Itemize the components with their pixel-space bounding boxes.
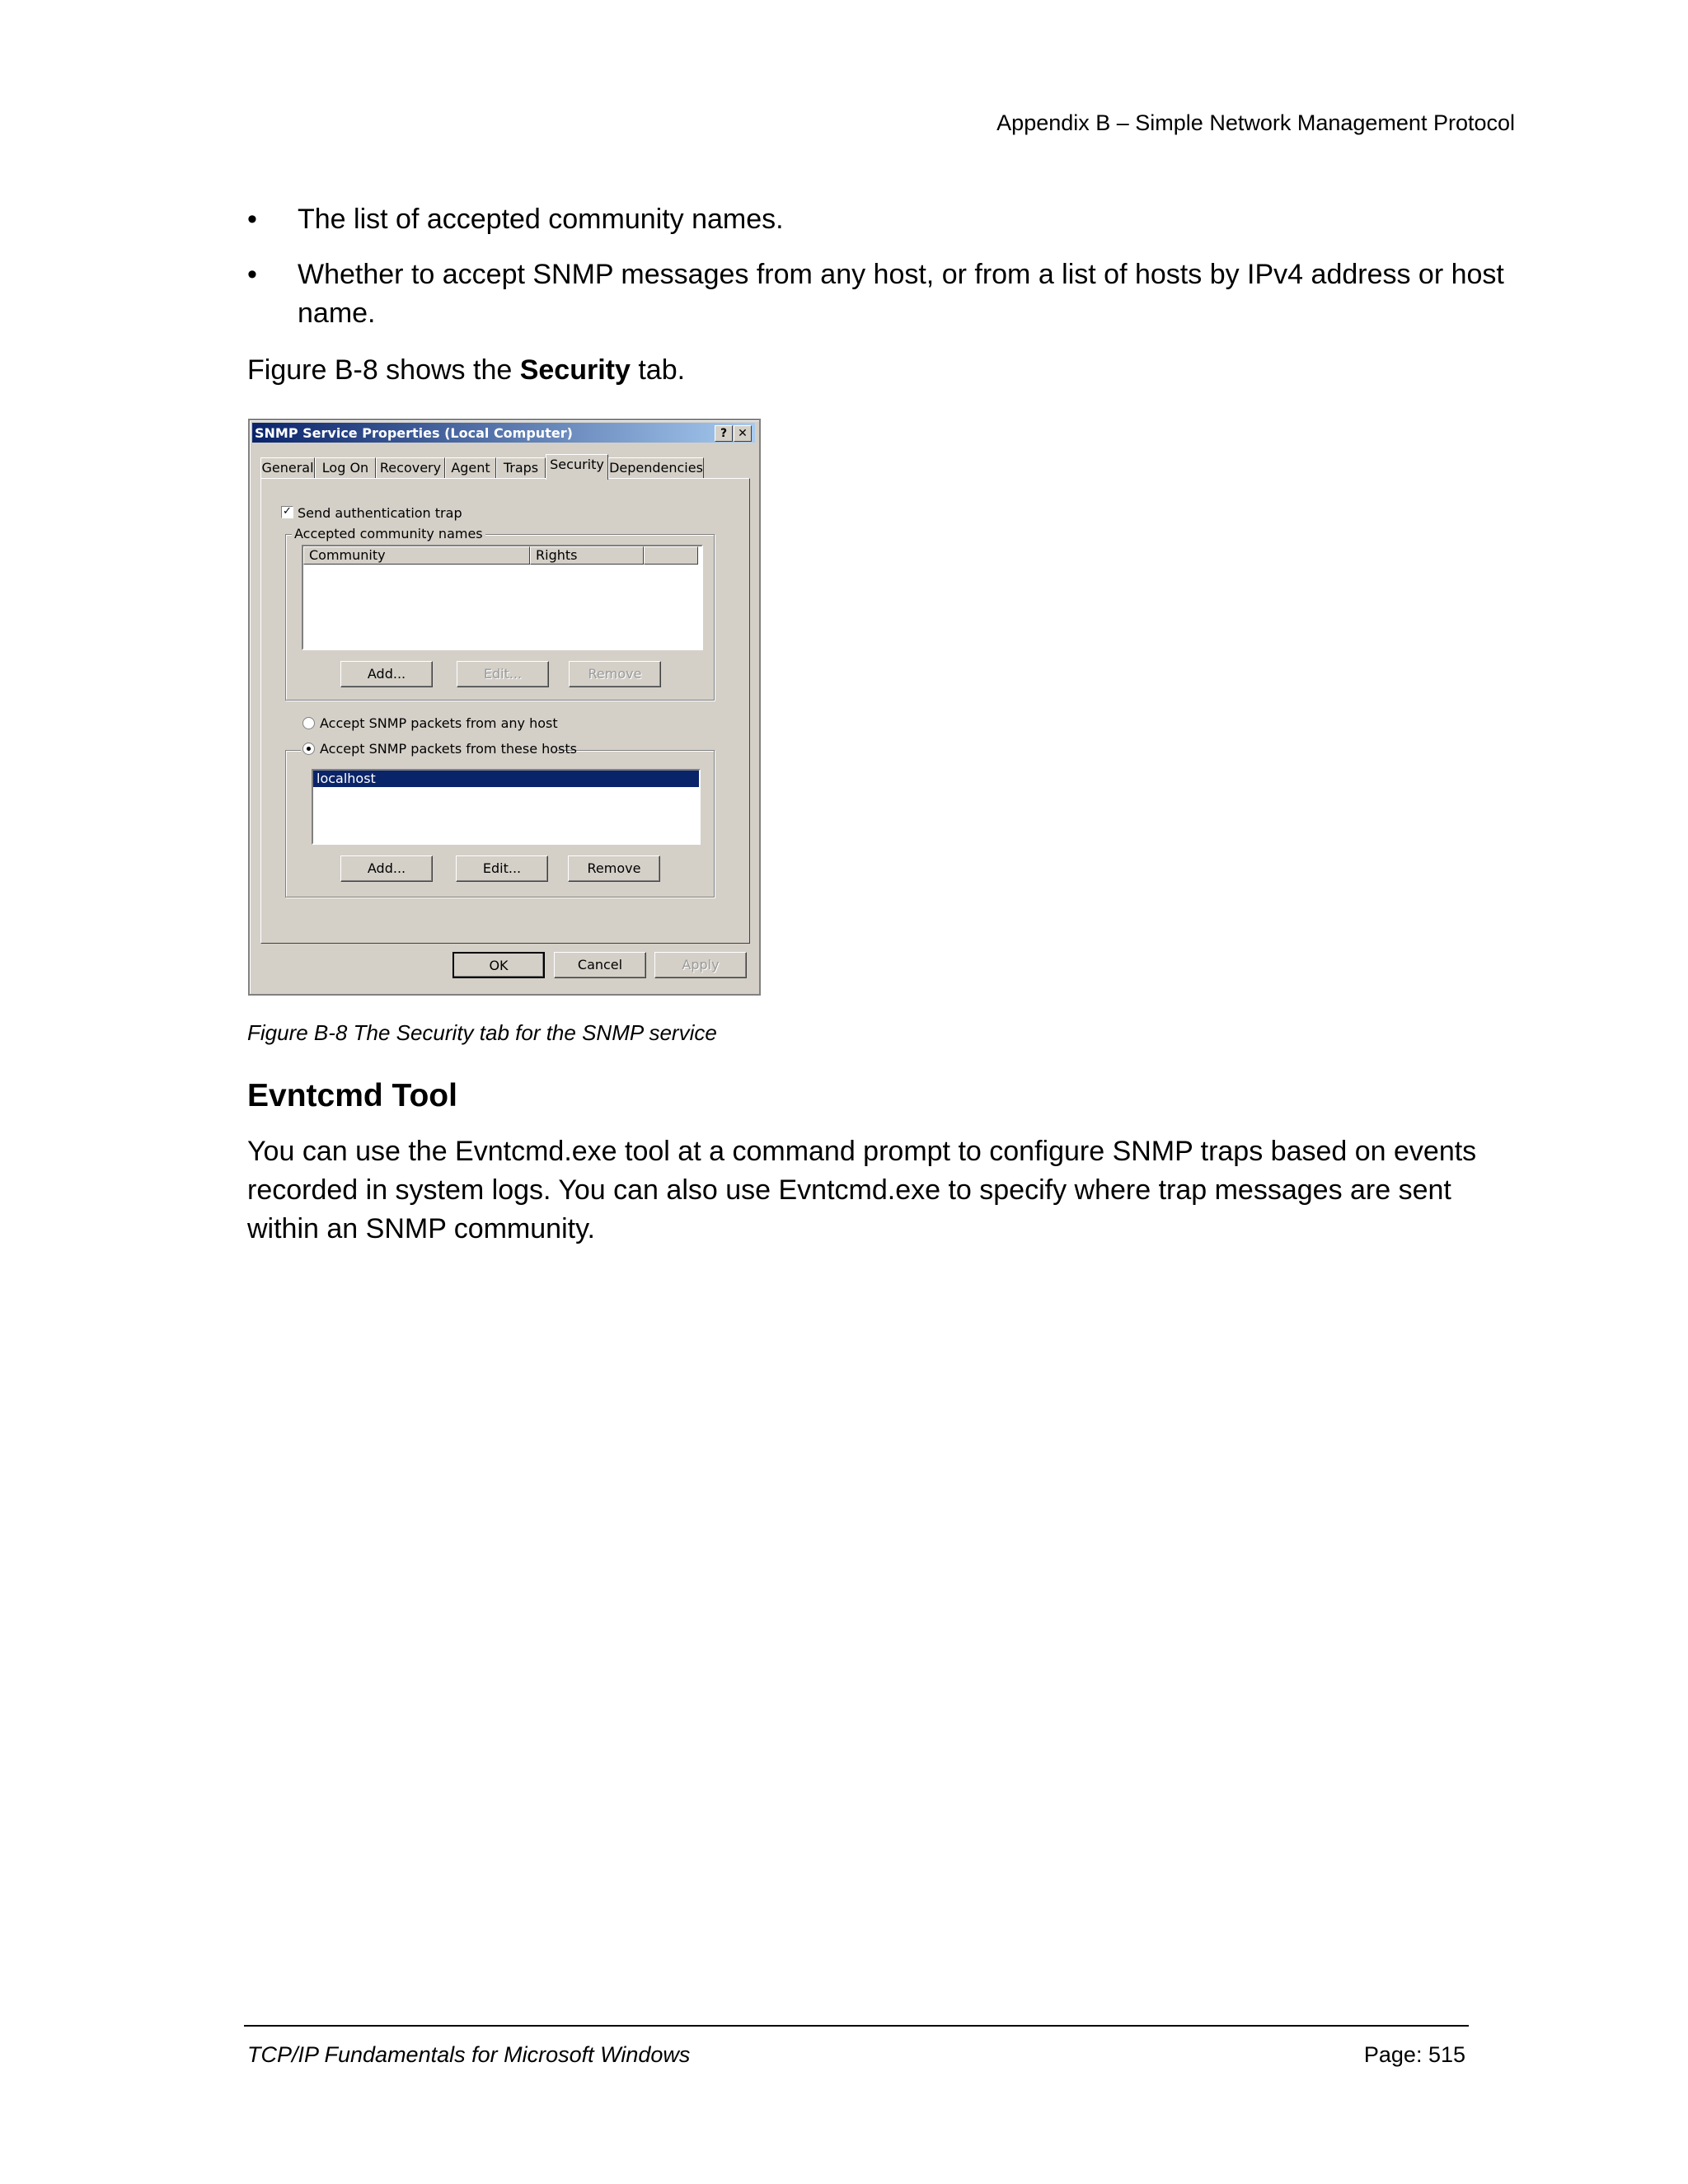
bullet-text: The list of accepted community names. (298, 204, 784, 235)
bullet-marker: • (247, 204, 257, 235)
tab-general[interactable]: General (260, 457, 315, 479)
community-group-legend: Accepted community names (292, 526, 485, 541)
hosts-add-button[interactable]: Add... (340, 855, 433, 882)
ok-button[interactable]: OK (452, 952, 545, 978)
intro-bold-term: Security (519, 354, 631, 386)
security-tab-panel (260, 478, 750, 944)
bullet-item (247, 200, 1533, 239)
running-header: Appendix B – Simple Network Management Protocol (996, 110, 1515, 135)
send-auth-trap-checkbox[interactable]: ✓ (281, 506, 293, 518)
cancel-button[interactable]: Cancel (554, 952, 646, 978)
host-list-item[interactable]: localhost (313, 771, 699, 787)
apply-button[interactable]: Apply (654, 952, 747, 978)
tab-log-on[interactable]: Log On (315, 457, 376, 479)
bullet-marker: • (247, 259, 257, 290)
column-header-community[interactable]: Community (303, 546, 530, 565)
dialog-titlebar (252, 423, 755, 443)
community-edit-button[interactable]: Edit... (457, 661, 549, 687)
section-paragraph: You can use the Evntcmd.exe tool at a command prompt to configure SNMP traps based on events recorded in system logs. You can also use Evntcmd.exe to specify where trap messages are sent within an SNMP community. (247, 1136, 1477, 1244)
help-button[interactable]: ? (715, 425, 733, 442)
any-host-radio[interactable] (302, 717, 315, 729)
community-remove-button[interactable]: Remove (569, 661, 661, 687)
dialog-title: SNMP Service Properties (Local Computer) (255, 425, 573, 441)
send-auth-trap-label: Send authentication trap (298, 505, 462, 521)
host-list[interactable] (312, 769, 701, 845)
tab-agent[interactable]: Agent (445, 457, 496, 479)
tab-traps[interactable]: Traps (496, 457, 546, 479)
column-header-rights[interactable]: Rights (530, 546, 644, 565)
footer-book-title: TCP/IP Fundamentals for Microsoft Windows (247, 2042, 691, 2067)
footer-divider (244, 2025, 1469, 2027)
section-heading: Evntcmd Tool (247, 1078, 457, 1113)
community-list[interactable] (302, 545, 703, 650)
community-add-button[interactable]: Add... (340, 661, 433, 687)
tab-security[interactable]: Security (546, 454, 608, 480)
any-host-label: Accept SNMP packets from any host (320, 715, 558, 731)
column-header-filler (644, 546, 698, 565)
bullet-item (247, 255, 1533, 333)
tab-dependencies[interactable]: Dependencies (608, 457, 704, 479)
hosts-edit-button[interactable]: Edit... (456, 855, 548, 882)
tab-recovery[interactable]: Recovery (376, 457, 445, 479)
figure-caption: Figure B-8 The Security tab for the SNMP service (247, 1020, 717, 1045)
bullet-text: Whether to accept SNMP messages from any host, or from a list of hosts by IPv4 address or host name. (298, 259, 1504, 329)
radio-selected-dot (307, 747, 311, 751)
intro-text-after: tab. (630, 354, 686, 386)
community-names-group (285, 526, 715, 701)
close-button[interactable]: ✕ (734, 425, 752, 442)
intro-paragraph (247, 351, 685, 390)
footer-page-number: Page: 515 (1363, 2042, 1465, 2067)
snmp-properties-dialog (248, 419, 761, 996)
these-hosts-group (285, 750, 715, 898)
these-hosts-radio[interactable] (302, 743, 315, 755)
hosts-remove-button[interactable]: Remove (568, 855, 660, 882)
these-hosts-label: Accept SNMP packets from these hosts (320, 741, 577, 757)
intro-text-before: Figure B-8 shows the (247, 354, 520, 386)
